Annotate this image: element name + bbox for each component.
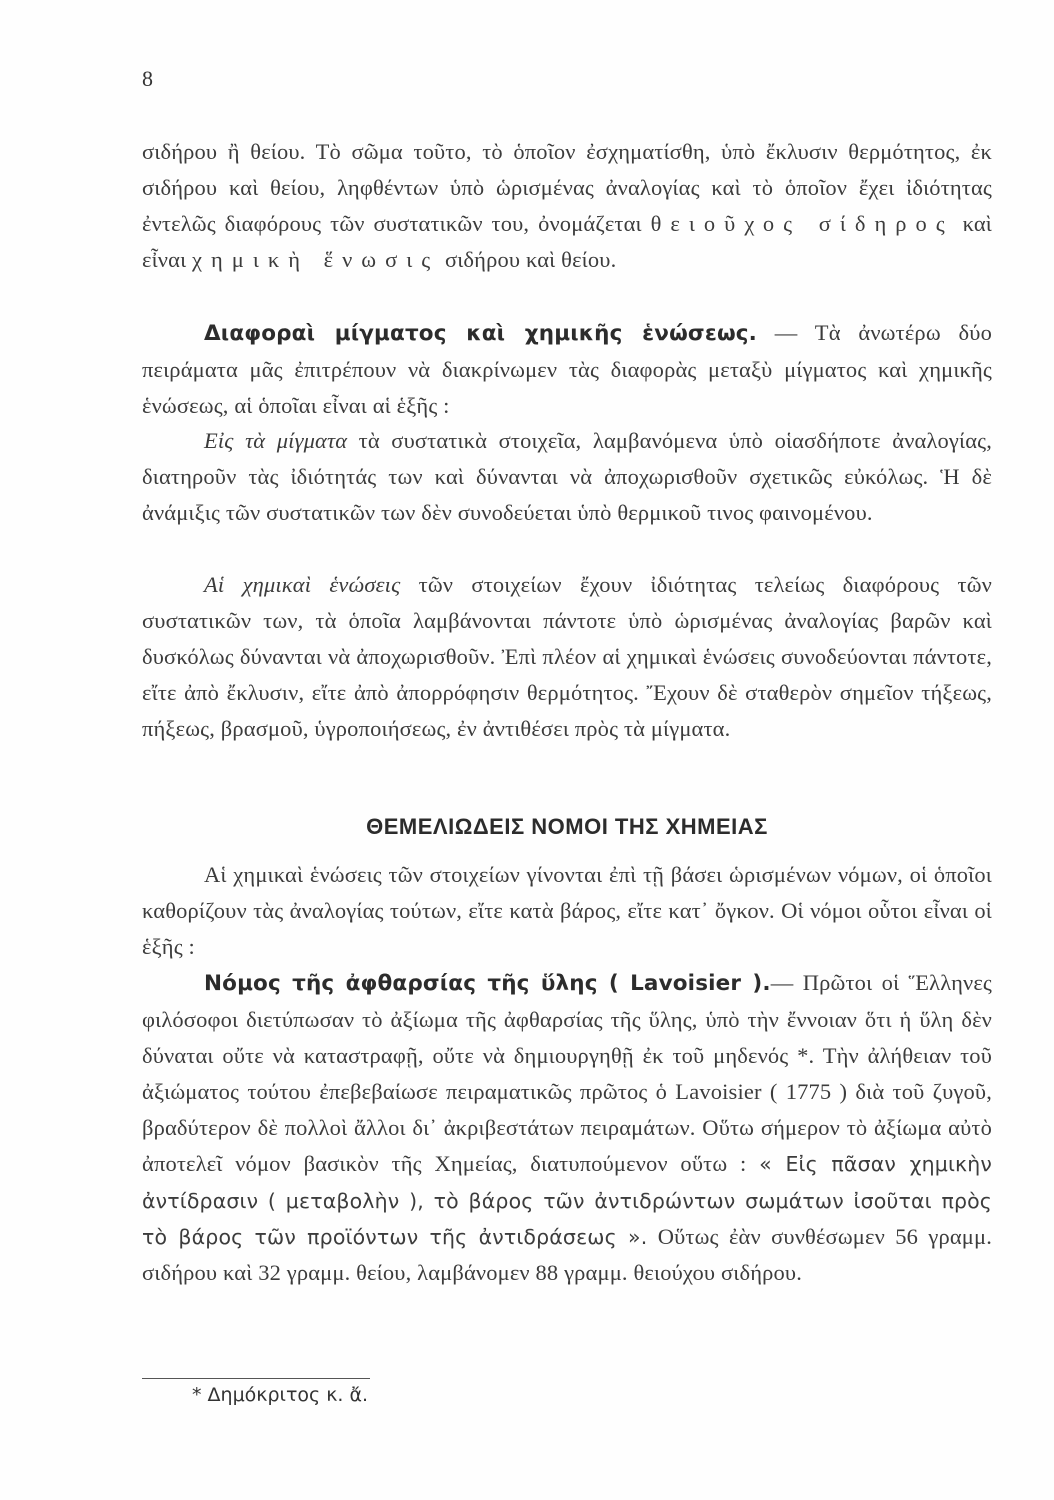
paragraph-conservation-law [142,965,992,1291]
law-statement: « Εἰς πᾶσαν χημικὴν ἀντίδρασιν ( μεταβολὴν ), τὸ βάρος τῶν ἀντιδρώντων σωμάτων ἰσοῦται πρὸς τὸ βάρος τῶν προϊόντων τῆς ἀντιδράσεως ». [142,1152,993,1249]
paragraph-laws-intro [142,857,992,965]
paragraph-iron-sulfide [142,134,992,278]
para1-text1: σιδήρου ἢ θείου. Τὸ σῶμα τοῦτο, τὸ ὁποῖον ἐσχηματίσθη, ὑπὸ ἔκλυσιν θερμότητος, ἐκ σιδήρου καὶ θείου, ληφθέντων ὑπὸ ὡρισμένας ἀναλογίας καὶ τὸ ὁποῖον ἔχει ἰδιότητας ἐντελῶς διαφόρους τῶν συστατικῶν του, ὀνομάζεται [142,139,992,237]
para1-text2: καὶ εἶναι [142,211,992,273]
page-number: 8 [142,66,153,91]
para5-text: Αἱ χημικαὶ ἑνώσεις τῶν στοιχείων γίνονται ἐπὶ τῇ βάσει ὡρισμένων νόμων, οἱ ὁποῖοι καθορίζουν τὰς ἀναλογίας τούτων, εἴτε κατὰ βάρος, εἴτε κατ᾿ ὄγκον. Οἱ νόμοι οὗτοι εἶναι οἱ ἑξῆς : [142,862,992,960]
paragraph-differences [142,315,992,424]
para1-text3: σιδήρου καὶ θείου. [439,247,617,273]
paragraph-mixtures [142,423,992,531]
term-iron-sulfide: θειοῦχος σίδηρος [650,211,954,237]
heading-differences: Διαφοραὶ μίγματος καὶ χημικῆς ἑνώσεως. [204,321,757,346]
heading-conservation-law: Νόμος τῆς ἀφθαρσίας τῆς ὕλης ( Lavoisier ). [204,971,771,996]
paragraph-compounds [142,567,992,747]
footnote-rule [142,1378,370,1379]
lead-compounds: Αἱ χημικαὶ ἑνώσεις [204,572,401,597]
para4-text: τῶν στοιχείων ἔχουν ἰδιότητας τελείως διαφόρους τῶν συστατικῶν των, τὰ ὁποῖα λαμβάνονται πάντοτε ὑπὸ ὡρισμένας ἀναλογίας βαρῶν καὶ δυσκόλως δύνανται νὰ ἀποχωρισθοῦν. Ἐπὶ πλέον αἱ χημικαὶ ἑνώσεις συνοδεύονται πάντοτε, εἴτε ἀπὸ ἔκλυσιν, εἴτε ἀπὸ ἀπορρόφησιν θερμότητος. Ἔχουν δὲ σταθερὸν σημεῖον τήξεως, πήξεως, βρασμοῦ, ὑγροποιήσεως, ἐν ἀντιθέσει πρὸς τὰ μίγματα. [142,572,993,742]
para2-text: — Τὰ ἀνωτέρω δύο πειράματα μᾶς ἐπιτρέπουν νὰ διακρίνωμεν τὰς διαφορὰς μεταξὺ μίγματος καὶ χημικῆς ἑνώσεως, αἱ ὁποῖαι εἶναι αἱ ἑξῆς : [142,320,992,419]
para3-text: τὰ συστατικὰ στοιχεῖα, λαμβανόμενα ὑπὸ οἱασδήποτε ἀναλογίας, διατηροῦν τὰς ἰδιότητάς των καὶ δύνανται νὰ ἀποχωρισθοῦν σχετικῶς εὐκόλως. Ἡ δὲ ἀνάμιξις τῶν συστατικῶν των δὲν συνοδεύεται ὑπὸ θερμικοῦ τινος φαινομένου. [142,428,992,526]
para6-text2: Οὕτως ἐὰν συνθέσωμεν 56 γραμμ. σιδήρου καὶ 32 γραμμ. θείου, λαμβάνομεν 88 γραμμ. θειούχου σιδήρου. [142,1223,992,1285]
para6-text1: — Πρῶτοι οἱ Ἕλληνες φιλόσοφοι διετύπωσαν τὸ ἀξίωμα τῆς ἀφθαρσίας τῆς ὕλης, ὑπὸ τὴν ἔννοιαν ὅτι ἡ ὕλη δὲν δύναται οὔτε νὰ καταστραφῇ, οὔτε νὰ δημιουργηθῇ ἐκ τοῦ μηδενός *. Τὴν ἀλήθειαν τοῦ ἀξιώματος τούτου ἐπεβεβαίωσε πειραματικῶς πρῶτος ὁ Lavoisier ( 1775 ) διὰ τοῦ ζυγοῦ, βραδύτερον δὲ πολλοὶ ἄλλοι δι᾿ ἀκριβεστάτων πειραμάτων. Οὕτω σήμερον τὸ ἀξίωμα αὐτὸ ἀποτελεῖ νόμον βασικὸν τῆς Χημείας, διατυπούμενον οὕτω : [142,970,992,1177]
section-heading: ΘΕΜΕΛΙΩΔΕΙΣ ΝΟΜΟΙ ΤΗΣ ΧΗΜΕΙΑΣ [366,814,768,839]
term-chemical-compound: χημικὴ ἕνωσις [192,247,440,273]
lead-mixtures: Εἰς τὰ μίγματα [204,428,348,453]
footnote: * Δημόκριτος κ. ἄ. [192,1384,369,1406]
